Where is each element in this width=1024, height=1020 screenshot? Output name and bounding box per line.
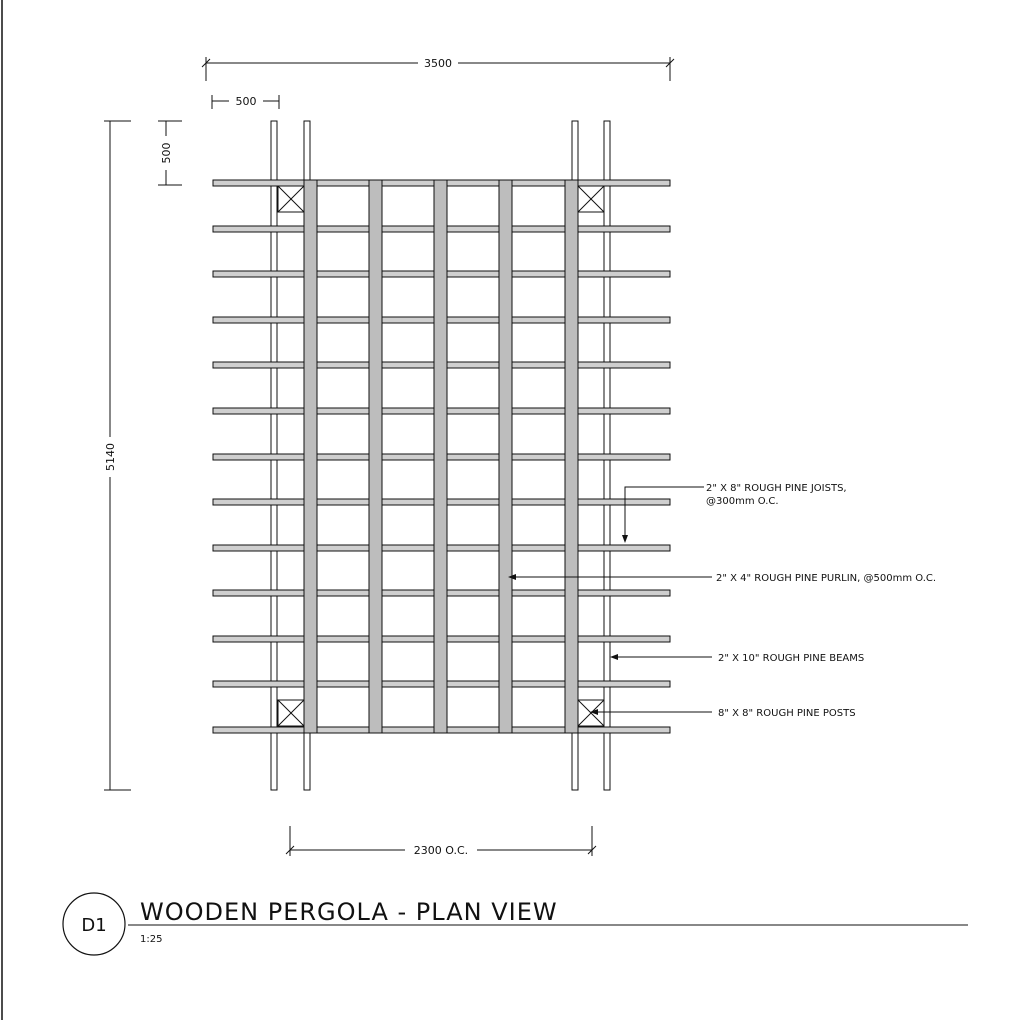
dimension-overhang-y-label: 500	[160, 142, 173, 164]
purlin	[304, 180, 317, 733]
purlin	[565, 180, 578, 733]
drawing-tag: D1	[81, 915, 107, 936]
callout-beams-arrow	[610, 654, 618, 660]
callout-joists-label-2: @300mm O.C.	[706, 496, 779, 507]
callout-joists-arrow	[622, 535, 628, 543]
drawing-scale: 1:25	[140, 934, 163, 945]
purlin	[434, 180, 447, 733]
callout-joists-leader	[625, 487, 704, 541]
dimension-overall-width-label: 3500	[424, 57, 452, 70]
dimension-overhang-x-label: 500	[235, 95, 257, 108]
callout-joists-label-1: 2" X 8" ROUGH PINE JOISTS,	[706, 483, 847, 494]
callout-posts-label: 8" X 8" ROUGH PINE POSTS	[718, 708, 856, 719]
callout-beams-label: 2" X 10" ROUGH PINE BEAMS	[718, 653, 865, 664]
dimension-post-spacing-label: 2300 O.C.	[413, 844, 469, 857]
callout-purlin-label: 2" X 4" ROUGH PINE PURLIN, @500mm O.C.	[716, 573, 937, 584]
purlin	[499, 180, 512, 733]
dimension-overall-length-label: 5140	[104, 443, 117, 471]
drawing-title: WOODEN PERGOLA - PLAN VIEW	[140, 898, 558, 926]
purlin	[369, 180, 382, 733]
